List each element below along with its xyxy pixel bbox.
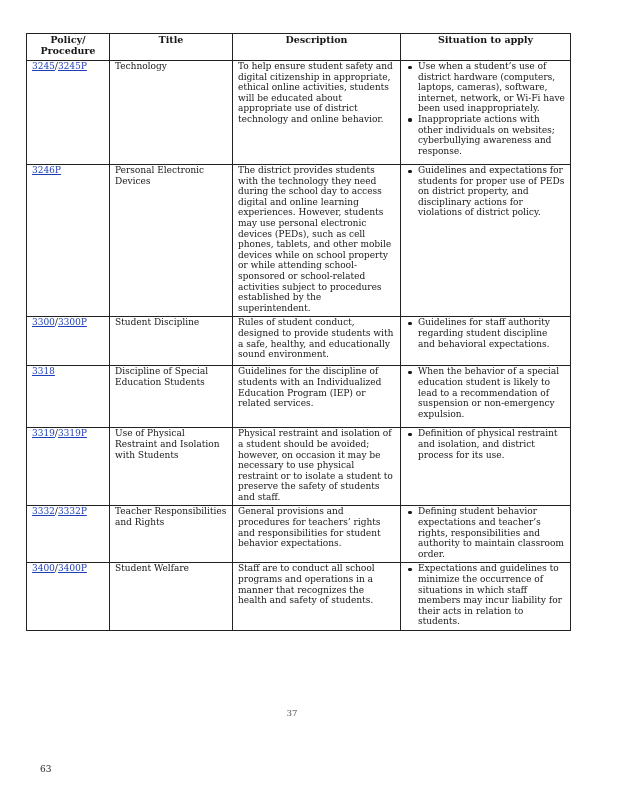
title-cell: Teacher Responsibilities and Rights: [110, 506, 233, 563]
footer-page-number: 63: [40, 765, 52, 775]
header-description: Description: [233, 34, 401, 61]
policy-table: [26, 33, 571, 631]
situation-cell: [401, 366, 571, 428]
title-cell: Use of Physical Restraint and Isolation with Students: [110, 428, 233, 506]
policy-cell: [27, 366, 110, 428]
procedure-link[interactable]: 3245P: [57, 62, 87, 72]
description-cell: Physical restraint and isolation of a student should be avoided; however, on occasion it may be necessary to use physical restraint or to isolate a student to preserve the safety of students and staff.: [233, 428, 401, 506]
situation-cell: [401, 61, 571, 165]
situation-cell: [401, 165, 571, 317]
situation-item: Expectations and guidelines to minimize the occurrence of situations in which staff members may incur liability for their acts in relation to students.: [416, 564, 565, 628]
table-row: [27, 428, 571, 506]
policy-cell: 3245/3245P: [27, 61, 110, 165]
situation-cell: [401, 317, 571, 366]
procedure-link[interactable]: 3332P: [57, 507, 87, 518]
situation-cell: [401, 506, 571, 563]
policy-link[interactable]: 3400: [32, 564, 55, 575]
table-row: [27, 61, 571, 165]
title-cell: Technology: [110, 61, 233, 165]
situation-item: When the behavior of a special education student is likely to lead to a recommendation of suspension or non-emergency expulsion.: [416, 367, 565, 420]
policy-link[interactable]: 3246P: [32, 166, 61, 176]
description-cell: General provisions and procedures for teachers’ rights and responsibilities for student behavior expectations.: [233, 506, 401, 563]
policy-link[interactable]: 3318: [32, 367, 55, 378]
situation-item: Guidelines and expectations for students for proper use of PEDs on district property, and disciplinary actions for violations of district policy.: [418, 166, 565, 219]
title-cell: Student Discipline: [110, 317, 233, 366]
table-row: [27, 317, 571, 366]
description-cell: To help ensure student safety and digital citizenship in appropriate, ethical online activities, students will be educated about appropriate use of district technology and online behavior.: [233, 61, 401, 165]
description-cell: Staff are to conduct all school programs and operations in a manner that recognizes the health and safety of students.: [233, 563, 401, 631]
policy-link[interactable]: 3319: [32, 429, 55, 440]
situation-cell: [401, 563, 571, 631]
table-row: [27, 165, 571, 317]
policy-cell: 3319/3319P: [27, 428, 110, 506]
page-number: 37: [286, 709, 298, 719]
policy-cell: 3300/3300P: [27, 317, 110, 366]
situation-item: Guidelines for staff authority regarding student discipline and behavioral expectations.: [416, 318, 565, 350]
header-title: Title: [110, 34, 233, 61]
description-cell: Guidelines for the discipline of students with an Individualized Education Program (IEP) or related services.: [233, 366, 401, 428]
policy-link[interactable]: 3300: [32, 318, 55, 329]
title-cell: Student Welfare: [110, 563, 233, 631]
procedure-link[interactable]: 3300P: [57, 318, 87, 329]
description-cell: The district provides students with the technology they need during the school day to access digital and online learning experiences. However, students may use personal electronic devices (PEDs), such as cell phones, tablets, and other mobile devices while on school property or while attending school-sponsored or school-related activities subject to procedures established by the superintendent.: [233, 165, 401, 317]
table-row: [27, 563, 571, 631]
policy-cell: [27, 165, 110, 317]
table-row: [27, 366, 571, 428]
table-row: [27, 506, 571, 563]
procedure-link[interactable]: 3400P: [57, 564, 87, 575]
situation-cell: [401, 428, 571, 506]
situation-item: Use when a student’s use of district hardware (computers, laptops, cameras), software, internet, network, or Wi-Fi have been used inappropriately.: [418, 62, 565, 115]
situation-item: Definition of physical restraint and isolation, and district process for its use.: [416, 429, 565, 461]
policy-cell: 3332/3332P: [27, 506, 110, 563]
policy-link[interactable]: 3245: [32, 62, 55, 72]
header-policy: Policy/ Procedure: [27, 34, 110, 61]
policy-link[interactable]: 3332: [32, 507, 55, 518]
description-cell: Rules of student conduct, designed to provide students with a safe, healthy, and educationally sound environment.: [233, 317, 401, 366]
header-situation: Situation to apply: [401, 34, 571, 61]
policy-cell: 3400/3400P: [27, 563, 110, 631]
title-cell: Discipline of Special Education Students: [110, 366, 233, 428]
procedure-link[interactable]: 3319P: [57, 429, 87, 440]
title-cell: Personal Electronic Devices: [110, 165, 233, 317]
situation-item: Defining student behavior expectations and teacher’s rights, responsibilities and authority to maintain classroom order.: [418, 507, 564, 560]
table-header-row: [27, 34, 571, 61]
situation-item: Inappropriate actions with other individuals on websites; cyberbullying awareness and response.: [416, 115, 565, 157]
